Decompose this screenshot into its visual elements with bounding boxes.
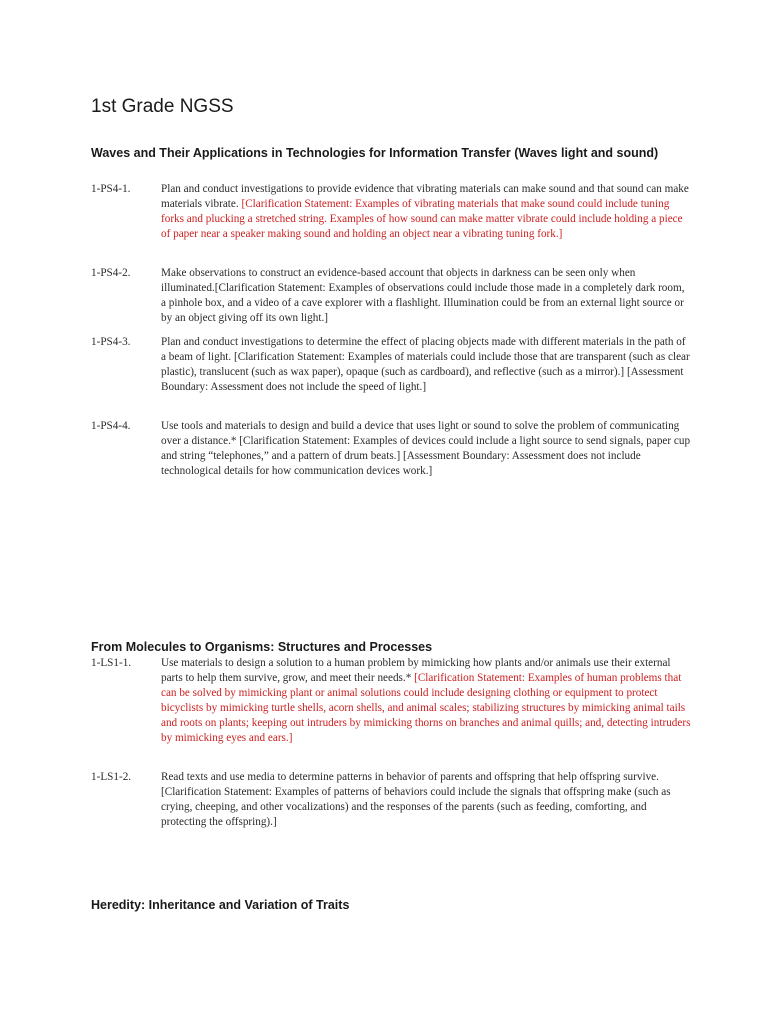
document-title: 1st Grade NGSS bbox=[91, 96, 234, 117]
standard-item bbox=[91, 656, 691, 746]
standard-description: Plan and conduct investigations to provide evidence that vibrating materials can make sound and that sound can make materials vibrate. bbox=[161, 183, 689, 210]
standard-code: 1-PS4-4. bbox=[91, 420, 131, 432]
standard-code: 1-PS4-2. bbox=[91, 267, 131, 279]
standard-item bbox=[91, 419, 691, 479]
section-heading-molecules: From Molecules to Organisms: Structures and Processes bbox=[91, 640, 433, 654]
standard-item bbox=[91, 182, 691, 242]
section-heading-heredity: Heredity: Inheritance and Variation of Traits bbox=[91, 898, 350, 912]
standard-text bbox=[161, 656, 691, 746]
section-heading-waves: Waves and Their Applications in Technologies for Information Transfer (Waves light and sound) bbox=[91, 146, 659, 160]
standard-text: Read texts and use media to determine patterns in behavior of parents and offspring that help offspring survive. [Clarification Statement: Examples of patterns of behaviors could include the signals that offspring make (such as crying, cheeping, and other vocalizations) and the responses of the parents (such as feeding, comforting, and protecting the offspring).] bbox=[161, 771, 671, 828]
standard-item bbox=[91, 266, 691, 326]
standard-text: Plan and conduct investigations to determine the effect of placing objects made with different materials in the path of a beam of light. [Clarification Statement: Examples of materials could include those that are transparent (such as clear plastic), translucent (such as wax paper), opaque (such as cardboard), and reflective (such as a mirror).] [Assessment Boundary: Assessment does not include the speed of light.] bbox=[161, 336, 690, 393]
standard-code: 1-PS4-3. bbox=[91, 336, 131, 348]
standard-text: Use tools and materials to design and build a device that uses light or sound to solve the problem of communicating over a distance.* [Clarification Statement: Examples of devices could include a light source to send signals, paper cup and string “telephones,” and a pattern of drum beats.] [Assessment Boundary: Assessment does not include technological details for how communication devices work.] bbox=[161, 420, 691, 477]
standard-item bbox=[91, 770, 691, 830]
standard-code: 1-LS1-1. bbox=[91, 657, 132, 669]
standard-text: Make observations to construct an evidence-based account that objects in darkness can be seen only when illuminated.[Clarification Statement: Examples of observations could include those made in a completely dark room, a pinhole box, and a video of a cave explorer with a flashlight. Illumination could be from an external light source or by an object giving off its own light.] bbox=[161, 267, 685, 324]
standard-code: 1-PS4-1. bbox=[91, 183, 131, 195]
standard-description: Use materials to design a solution to a human problem by mimicking how plants and/or animals use their external parts to help them survive, grow, and meet their needs.* bbox=[161, 657, 671, 684]
clarification-statement: [Clarification Statement: Examples of human problems that can be solved by mimicking plant or animal solutions could include designing clothing or equipment to protect bicyclists by mimicking turtle shells, acorn shells, and animal scales; stabilizing structures by mimicking animal tails and roots on plants; keeping out intruders by mimicking thorns on branches and animal quills; and, detecting intruders by mimicking eyes and ears.] bbox=[161, 672, 691, 744]
standard-item bbox=[91, 335, 691, 395]
standard-text bbox=[161, 182, 691, 242]
clarification-statement: [Clarification Statement: Examples of vibrating materials that make sound could include tuning forks and plucking a stretched string. Examples of how sound can make matter vibrate could include holding a piece of paper near a speaker making sound and holding an object near a vibrating tuning fork.] bbox=[161, 198, 683, 240]
standard-code: 1-LS1-2. bbox=[91, 771, 132, 783]
